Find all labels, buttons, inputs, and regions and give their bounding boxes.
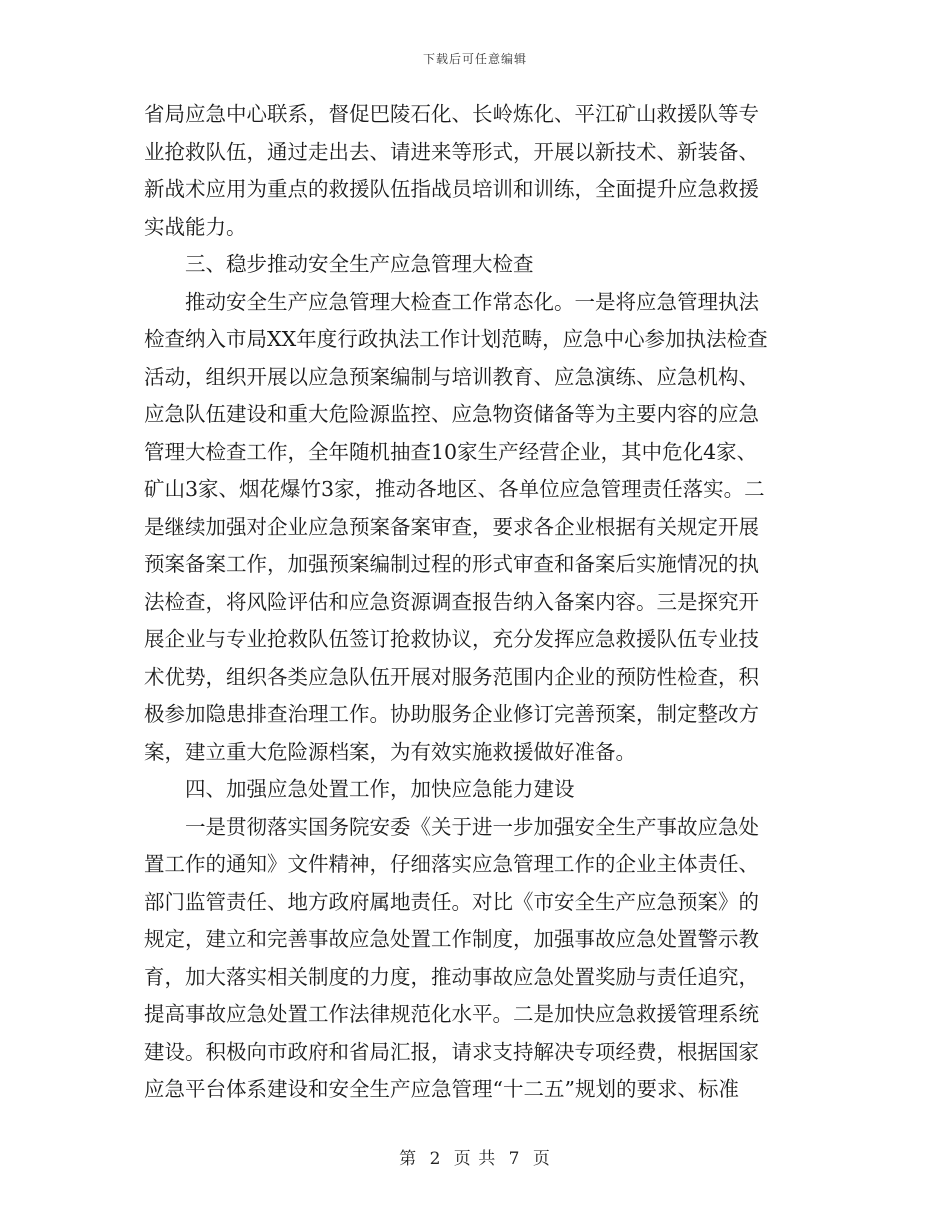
text-line: 应急平台体系建设和安全生产应急管理“十二五”规划的要求、标准 (144, 1077, 739, 1101)
text-line: 实战能力。 (144, 214, 247, 239)
text-line: 管理大检查工作，全年随机抽查10家生产经营企业，其中危化4家、 (144, 439, 758, 464)
footer-prefix: 第 (399, 1149, 418, 1169)
text-line: 部门监管责任、地方政府属地责任。对比《市安全生产应急预案》的 (144, 889, 759, 914)
section-heading: 三、稳步推动安全生产应急管理大检查 (144, 252, 534, 276)
text-line: 育，加大落实相关制度的力度，推动事故应急处置奖励与责任追究， (144, 964, 759, 989)
text-line: 展企业与专业抢救队伍签订抢救协议，充分发挥应急救援队伍专业技 (144, 627, 759, 651)
text-line: 检查纳入市局XX年度行政执法工作计划范畴，应急中心参加执法检查 (144, 327, 768, 351)
text-line: 预案备案工作，加强预案编制过程的形式审查和备案后实施情况的执 (144, 552, 759, 576)
text-line: 提高事故应急处置工作法律规范化水平。二是加快应急救援管理系统 (144, 1002, 759, 1026)
text-line: 极参加隐患排查治理工作。协助服务企业修订完善预案，制定整改方 (144, 702, 759, 726)
text-line: 规定，建立和完善事故应急处置工作制度，加强事故应急处置警示教 (144, 927, 759, 951)
text-line: 矿山3家、烟花爆竹3家，推动各地区、各单位应急管理责任落实。二 (144, 477, 765, 501)
page-footer (0, 1148, 950, 1170)
document-body (144, 96, 809, 1109)
text-line: 置工作的通知》文件精神，仔细落实应急管理工作的企业主体责任、 (144, 852, 759, 876)
total-pages: 7 (508, 1149, 521, 1169)
text-line: 一是贯彻落实国务院安委《关于进一步加强安全生产事故应急处 (144, 814, 759, 839)
text-line: 业抢救队伍，通过走出去、请进来等形式，开展以新技术、新装备、 (144, 139, 759, 164)
text-line: 应急队伍建设和重大危险源监控、应急物资储备等为主要内容的应急 (144, 402, 759, 426)
section-heading: 四、加强应急处置工作，加快应急能力建设 (144, 777, 575, 801)
text-line: 是继续加强对企业应急预案备案审查，要求各企业根据有关规定开展 (144, 514, 759, 539)
text-line: 活动，组织开展以应急预案编制与培训教育、应急演练、应急机构、 (144, 364, 759, 389)
text-line: 法检查，将风险评估和应急资源调查报告纳入备案内容。三是探究开 (144, 589, 759, 614)
text-line: 推动安全生产应急管理大检查工作常态化。一是将应急管理执法 (144, 289, 759, 314)
page-number: 2 (429, 1149, 442, 1169)
text-line: 建设。积极向市政府和省局汇报，请求支持解决专项经费，根据国家 (144, 1039, 759, 1064)
text-line: 术优势，组织各类应急队伍开展对服务范围内企业的预防性检查，积 (144, 664, 759, 689)
footer-suffix: 页 (532, 1149, 551, 1169)
text-line: 新战术应用为重点的救援队伍指战员培训和训练，全面提升应急救援 (144, 177, 759, 201)
footer-middle: 页 共 (453, 1149, 497, 1169)
text-line: 省局应急中心联系，督促巴陵石化、长岭炼化、平江矿山救援队等专 (144, 102, 759, 126)
page-header: 下载后可任意编辑 (422, 52, 527, 66)
text-line: 案，建立重大危险源档案，为有效实施救援做好准备。 (144, 739, 636, 764)
